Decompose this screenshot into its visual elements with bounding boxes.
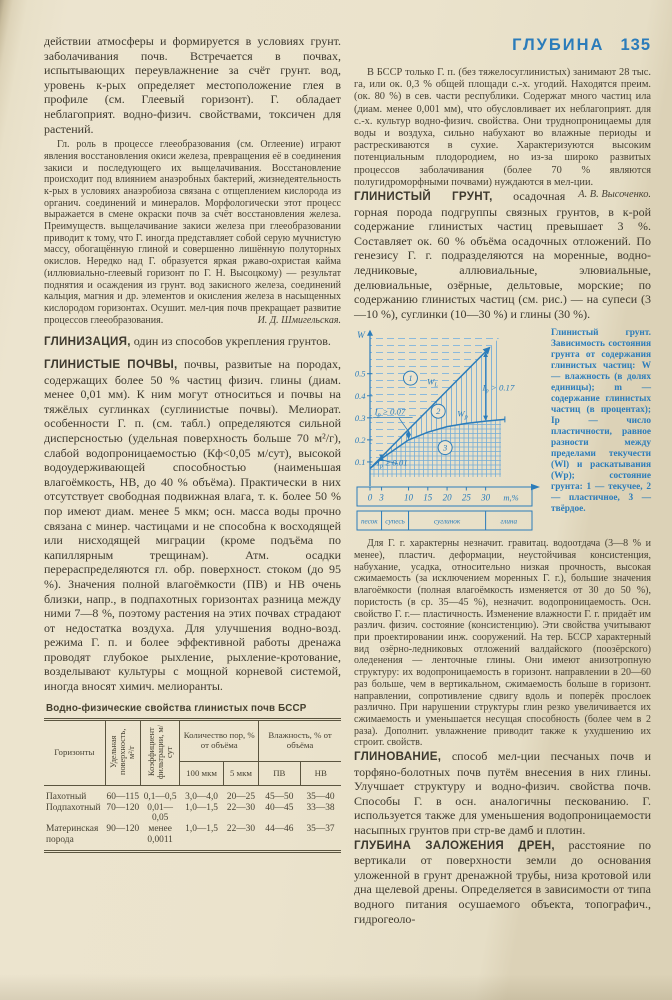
cell-pores100: 3,0—4,0 bbox=[185, 792, 218, 803]
entry-glinizaciya bbox=[44, 334, 341, 350]
table-row bbox=[44, 786, 341, 803]
column-header-surface bbox=[105, 719, 140, 786]
svg-text:2: 2 bbox=[436, 406, 441, 417]
column-header-nv: НВ bbox=[300, 761, 341, 785]
svg-text:0.2: 0.2 bbox=[354, 435, 366, 446]
cell-nv: 35—37 bbox=[306, 824, 335, 835]
entry-term: ГЛИНИСТЫЕ ПОЧВЫ, bbox=[44, 358, 178, 371]
paragraph-text: Гл. роль в процессе глееобразования (см. Оглеение) играют явления восстановления окиси железа, превращения её в соединения закиси и последующего их выщелачивания. Восстановление происходит под влиянием анаэробных бактерий, жизнедеятельность к-рых в условиях анаэробиоза связана с отщеплением кислорода из органич. соединений и минералов. Морфологически этот процесс выражается в смене окраски почв за счёт восстановления железа. Преимуществ. выщелачивание закиси железа при глееобразовании приводит к тому, что Г. иногда представляет собой серую мучнистую массу, обогащённую глиной и совершенно лишённую полуторных окислов. Нередко над Г. образуется яркая ржаво-охристая кайма (иллювиально-глеевый горизонт по Г. Н. Высоцкому) — результат поднятия и осаждения из грунт. вод закисного железа, соединений кальция, магния и др. элементов и окисления железа в насыщенных кислородом горизонтах. Осушит. мел-ция почв прекращает развитие процессов глееобразования. bbox=[44, 139, 341, 326]
entry-text: почвы, развитые на породах, содержащих более 50 % частиц физич. глины (диам. менее 0,01 мм). К ним могут относиться и почвы на тяжёлых суглинках (суглинистые почвы). Мелиорат. особенности Г. п. (см. табл.) определяются сильной дисперсностью (удельная поверхность больше 70 м²/г), слабой водопроницаемостью (Кф<0,05 м/сут), высокой водоудерживающей способностью (наименьшая влагоёмкость, НВ, до 40 % объёма). Практически в них отсутствует свободная подвижная влага, т. к. более 50 % пор имеют диам. менее 5 мкм; осн. масса воды прочно связана с минер. частицами и не способна к восходящей или нисходящей миграции (кроме подъёма по капиллярным трещинам). Атм. осадки перераспределяются гл. обр. поверхност. стоком (до 95 %). Значения полной влагоёмкости (ПВ) и НВ очень близки, напр., в подпахотных горизонтах разница между ними 7—8 %, поэтому растения на этих почвах страдают от недостатка воздуха. Для улучшения водно-возд. режима Г. п. и более эффективной работы дренажа проводят глубокое рыхление, рыхление-кротование, возделывают культуры с мощной корневой системой, иногда вносят химич. мелиоранты. bbox=[44, 357, 342, 694]
svg-text:0.4: 0.4 bbox=[354, 391, 366, 402]
svg-text:0.3: 0.3 bbox=[354, 413, 366, 424]
svg-text:W: W bbox=[357, 331, 365, 342]
svg-text:0: 0 bbox=[367, 492, 373, 503]
column-group-pores: Количество пор, % от объёма bbox=[180, 719, 259, 761]
cell-horizon: Материнская порода bbox=[46, 824, 99, 845]
column-header-100mkm: 100 мкм bbox=[180, 761, 223, 785]
cell-filtration: 0,1—0,5 bbox=[143, 792, 177, 803]
svg-text:Ip ≥ 0.01: $I_p \ge 0.01$ bbox=[376, 457, 408, 470]
svg-text:Wp: $W_p$ bbox=[457, 408, 468, 422]
paragraph-gley-continuation bbox=[44, 34, 341, 136]
cell-pores5: 22—30 bbox=[226, 824, 256, 835]
svg-text:суглинок: суглинок bbox=[433, 517, 461, 526]
cell-surface: 60—115 bbox=[106, 792, 140, 803]
cell-nv: 35—40 bbox=[306, 792, 335, 803]
entry-text: один из способов укрепления грунтов. bbox=[130, 334, 331, 349]
cell-nv: 33—38 bbox=[306, 802, 335, 813]
entry-text: способ мел-ции песчаных почв и торфяно-болотных почв путём внесения в них глины. Улучшает структуру и водно-физич. свойства почв. Способы Г. в осн. аналогичны пескованию. Г. используется также для уменьшения водопроницаемости насыпных грунтов при стр-ве дамб и плотин. bbox=[354, 749, 651, 837]
cell-pores100: 1,0—1,5 bbox=[185, 824, 218, 835]
paragraph-text: действии атмосферы и формируется в условиях грунт. заболачивания почв. Встречается в почвах, испытывающих переувлажнение за счёт грунт. вод, уровень к-рых определяет местоположение глея в профиле (см. Глеевый горизонт). Г. обладает неблагоприят. водно-физич. свойствами, токсичен для растений. bbox=[44, 34, 341, 136]
paragraph-text: Для Г. г. характерны незначит. гравитац. водоотдача (3—8 % и менее), пластич. деформации, неустойчивая консистенция, набухание, усадка, относительно низкая прочность, высокая сжимаемость (за исключением моренных Г. г.), большие значения влагоёмкости (полная влагоёмкость изменяется от 30 до 50 %), пористость (в ср. 35—45 %), незначит. водопроницаемость. Осн. свойство Г. г.— пластичность. Изменение влажности Г. г. придаёт им различ. физич. состояние (консистенцию). Эти свойства учитывают при проектировании инж. сооружений. На тер. БССР характерный вид озёрно-ледниковых отложений валдайского (поозёрского) оледенения — ленточные глины. Они имеют анизотропную структуру: их водопроницаемость в горизонт. направлении в 20—60 раз больше, чем в вертикальном, сжимаемость больше в горизонт. направлении, сопротивление сдвигу вдоль и поперёк прослоек различно. При нарушении структуры глин резко увеличивается их сжимаемость и уменьшается несущая способность (более чем в 2 раза). Дополнит. увлажнение приводит также к ухудшению их строит. свойств. bbox=[354, 538, 651, 749]
entry-term: ГЛИНОВАНИЕ, bbox=[354, 750, 442, 764]
entry-glinisty-grunt bbox=[354, 189, 651, 321]
figure-glinisty-grunt bbox=[354, 328, 651, 534]
svg-text:3: 3 bbox=[443, 442, 448, 453]
svg-text:Ip > 0.17: $I_p > 0.17$ bbox=[482, 382, 515, 395]
svg-text:глина: глина bbox=[500, 517, 518, 526]
rotated-label: Удельная поверхность, м²/г bbox=[109, 728, 137, 775]
cell-horizon: Пахотный bbox=[46, 792, 87, 803]
column-header-pv: ПВ bbox=[259, 761, 300, 785]
entry-term: ГЛИНИСТЫЙ ГРУНТ, bbox=[354, 190, 493, 204]
svg-text:1: 1 bbox=[408, 373, 413, 384]
entry-glinistye-pochvy bbox=[44, 357, 341, 694]
page-number: 135 bbox=[620, 36, 651, 54]
svg-text:песок: песок bbox=[360, 517, 378, 526]
svg-text:10: 10 bbox=[404, 492, 414, 503]
svg-text:20: 20 bbox=[442, 492, 452, 503]
page-title: ГЛУБИНА bbox=[512, 36, 605, 54]
column-header-filtration bbox=[140, 719, 179, 786]
cell-pv: 44—46 bbox=[265, 824, 294, 835]
entry-glubina-zalozheniya-dren bbox=[354, 838, 651, 927]
entry-term: ГЛИНИЗАЦИЯ, bbox=[44, 335, 131, 349]
entry-glinovanie bbox=[354, 749, 651, 838]
svg-text:супесь: супесь bbox=[385, 517, 405, 526]
soil-properties-table bbox=[44, 718, 341, 854]
table-body bbox=[44, 786, 341, 852]
table-header bbox=[44, 719, 341, 786]
table-title: Водно-физические свойства глинистых почв БССР bbox=[46, 702, 307, 714]
svg-text:0.5: 0.5 bbox=[354, 369, 366, 380]
entry-text: расстояние по вертикали от поверхности земли до основания уложенной в грунт дренажной трубы, низа кротовой или дна щелевой дрены. Определяется в зависимости от типа водного питания осушаемого объекта, топографич., гидрогеоло- bbox=[354, 837, 651, 926]
x-axis-arrow bbox=[531, 484, 540, 490]
table-row bbox=[44, 803, 341, 824]
svg-text:3: 3 bbox=[379, 492, 384, 503]
cell-pv: 45—50 bbox=[265, 792, 294, 803]
column-group-moisture: Влажность, % от объёма bbox=[259, 719, 341, 761]
soil-chart bbox=[354, 328, 544, 534]
author-signature: А. В. Высоченко. bbox=[578, 189, 651, 201]
svg-text:WL: $W_L$ bbox=[426, 376, 438, 389]
rotated-label: Коэффициент фильтрации, м/сут bbox=[146, 724, 174, 779]
entry-text: осадочная горная порода подгруппы связных грунтов, в к-рой содержание глинистых частиц превышает 3 %. Составляет ок. 60 % объёма осадочных отложений. По генезису Г. г. подразделяются на моренные, водно-ледниковые, аллювиальные, элювиальные, делювиальные, озёрные, дельтовые, морские; по содержанию глинистых частиц (см. рис.) — на супеси (3—10 %), суглинки (10—30 %) и глины (30 %). bbox=[354, 189, 651, 321]
right-column bbox=[354, 34, 651, 926]
left-column bbox=[44, 34, 341, 853]
column-header-5mkm: 5 мкм bbox=[223, 761, 258, 785]
svg-text:Ip ≥ 0.07: $I_p \ge 0.07$ bbox=[374, 406, 406, 420]
author-signature: И. Д. Шмигельская. bbox=[257, 314, 341, 326]
svg-text:30: 30 bbox=[481, 492, 491, 503]
entry-term: ГЛУБИНА ЗАЛОЖЕНИЯ ДРЕН, bbox=[354, 838, 555, 852]
cell-pores100: 1,0—1,5 bbox=[185, 802, 218, 813]
cell-pores5: 20—25 bbox=[226, 792, 256, 803]
paragraph-text: В БССР только Г. п. (без тяжелосуглинистых) занимают 28 тыс. га, или ок. 0,3 % общей площади с.-х. угодий. Находятся преим. (ок. 80 %) в сев. части республики. Содержат много частиц ила (диам. менее 0,001 мм), что обусловливает их неблагоприят. для с.-х. культур водно-физич. свойства. Они труднопроницаемы для воды и воздуха, сильно набухают во влажные периоды и растрескиваются в сухие. Характеризуются высоким потенциальным плодородием, но из-за широко развитых процессов заболачивания (более 70 % являются полугидроморфными почвами) нуждаются в мел-ции. bbox=[354, 67, 651, 188]
cell-horizon: Подпахотный bbox=[46, 802, 101, 813]
column-header-horizons: Горизонты bbox=[44, 719, 105, 786]
svg-text:0.1: 0.1 bbox=[354, 457, 366, 468]
figure-caption: Глинистый грунт. Зависимость состояния грунта от содержания глинистых частиц: W — влажность (в долях единицы); m — содержание глинистых частиц (в процентах); Iр — число пластичности, равное разности между пределами текучести (Wl) и раскатывания (Wр); состояние грунта: 1 — текучее, 2 — пластичное, 3 — твёрдое. bbox=[551, 328, 651, 515]
paragraph-gley-detail bbox=[44, 139, 341, 326]
cell-pv: 40—45 bbox=[265, 802, 294, 813]
cell-surface: 70—120 bbox=[106, 802, 140, 813]
paragraph-grunt-characteristics bbox=[354, 538, 651, 749]
running-head bbox=[354, 36, 651, 55]
svg-text:25: 25 bbox=[461, 492, 471, 503]
table-row bbox=[44, 824, 341, 852]
cell-filtration: 0,01— 0,05 bbox=[147, 802, 174, 824]
x-axis-label: m,% bbox=[503, 492, 519, 503]
cell-filtration: менее 0,0011 bbox=[147, 824, 173, 845]
cell-surface: 90—120 bbox=[106, 824, 140, 835]
svg-text:15: 15 bbox=[423, 492, 433, 503]
cell-pores5: 22—30 bbox=[226, 802, 256, 813]
page-edge-shadow bbox=[0, 974, 672, 1000]
